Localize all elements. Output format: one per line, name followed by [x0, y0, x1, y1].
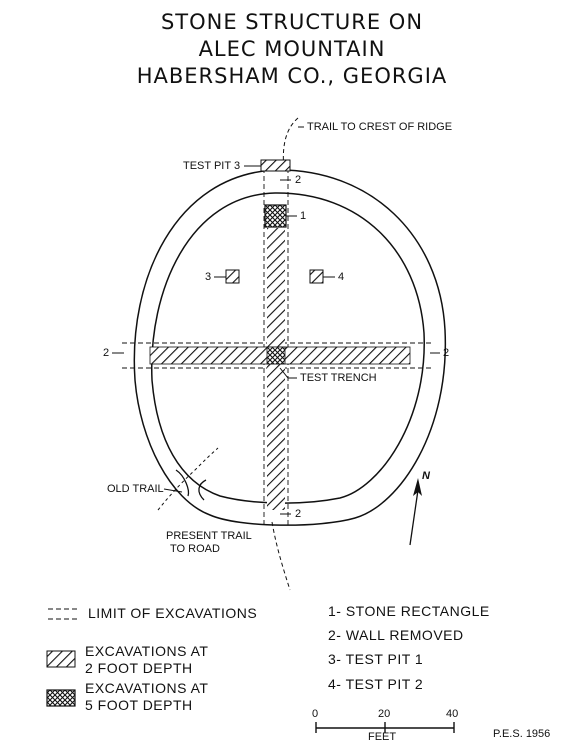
- key-stone-rectangle: 1- STONE RECTANGLE: [328, 603, 490, 619]
- scale-unit-label: FEET: [368, 731, 397, 743]
- scale-label-0: 0: [312, 708, 319, 720]
- vertical-trench-hatch: [267, 228, 285, 510]
- test-pit-3-label: TEST PIT 3: [183, 160, 241, 172]
- wall-removed-top-marker: 2: [295, 174, 302, 186]
- old-trail-label: OLD TRAIL: [107, 483, 164, 495]
- old-trail-line: [158, 448, 218, 510]
- test-pit-1-marker: 3: [205, 271, 212, 283]
- legend-5ft-label-1: EXCAVATIONS AT: [85, 680, 209, 696]
- scale-label-40: 40: [446, 708, 459, 720]
- old-trail-leader: [164, 489, 182, 492]
- legend-2ft-label-2: 2 FOOT DEPTH: [85, 660, 193, 676]
- scale-label-20: 20: [378, 708, 391, 720]
- wall-removed-right-marker: 2: [443, 347, 450, 359]
- test-pit-1-box: [226, 270, 239, 283]
- legend-limit-label: LIMIT OF EXCAVATIONS: [88, 605, 258, 621]
- author-credit: P.E.S. 1956: [493, 728, 551, 740]
- wall-removed-bottom-marker: 2: [295, 508, 302, 520]
- trail-to-crest-label: TRAIL TO CREST OF RIDGE: [307, 121, 453, 133]
- trench-intersection-hatch: [267, 347, 285, 364]
- stone-rectangle-marker: 1: [300, 210, 307, 222]
- test-pit-2-box: [310, 270, 323, 283]
- key-wall-removed: 2- WALL REMOVED: [328, 627, 464, 643]
- legend-2ft-swatch: [47, 651, 75, 667]
- present-trail-label-2: TO ROAD: [170, 543, 220, 555]
- present-trail-label-1: PRESENT TRAIL: [166, 530, 252, 542]
- key-test-pit-2: 4- TEST PIT 2: [328, 676, 424, 692]
- test-trench-label: TEST TRENCH: [300, 372, 377, 384]
- legend-2ft-label-1: EXCAVATIONS AT: [85, 643, 209, 659]
- test-pit-3-box: [261, 160, 290, 171]
- test-pit-2-marker: 4: [338, 271, 345, 283]
- north-arrow-label: N: [422, 470, 430, 482]
- north-arrow-shaft: [410, 490, 418, 545]
- title-line-2: ALEC MOUNTAIN: [198, 37, 386, 61]
- wall-removed-left-marker: 2: [103, 347, 110, 359]
- key-test-pit-1: 3- TEST PIT 1: [328, 651, 424, 667]
- title-line-3: HABERSHAM CO., GEORGIA: [136, 64, 448, 88]
- legend-5ft-label-2: 5 FOOT DEPTH: [85, 697, 193, 713]
- stone-rectangle-box: [265, 205, 286, 227]
- legend-5ft-swatch: [47, 690, 75, 706]
- title-line-1: STONE STRUCTURE ON: [160, 10, 424, 34]
- present-trail-line: [272, 522, 290, 590]
